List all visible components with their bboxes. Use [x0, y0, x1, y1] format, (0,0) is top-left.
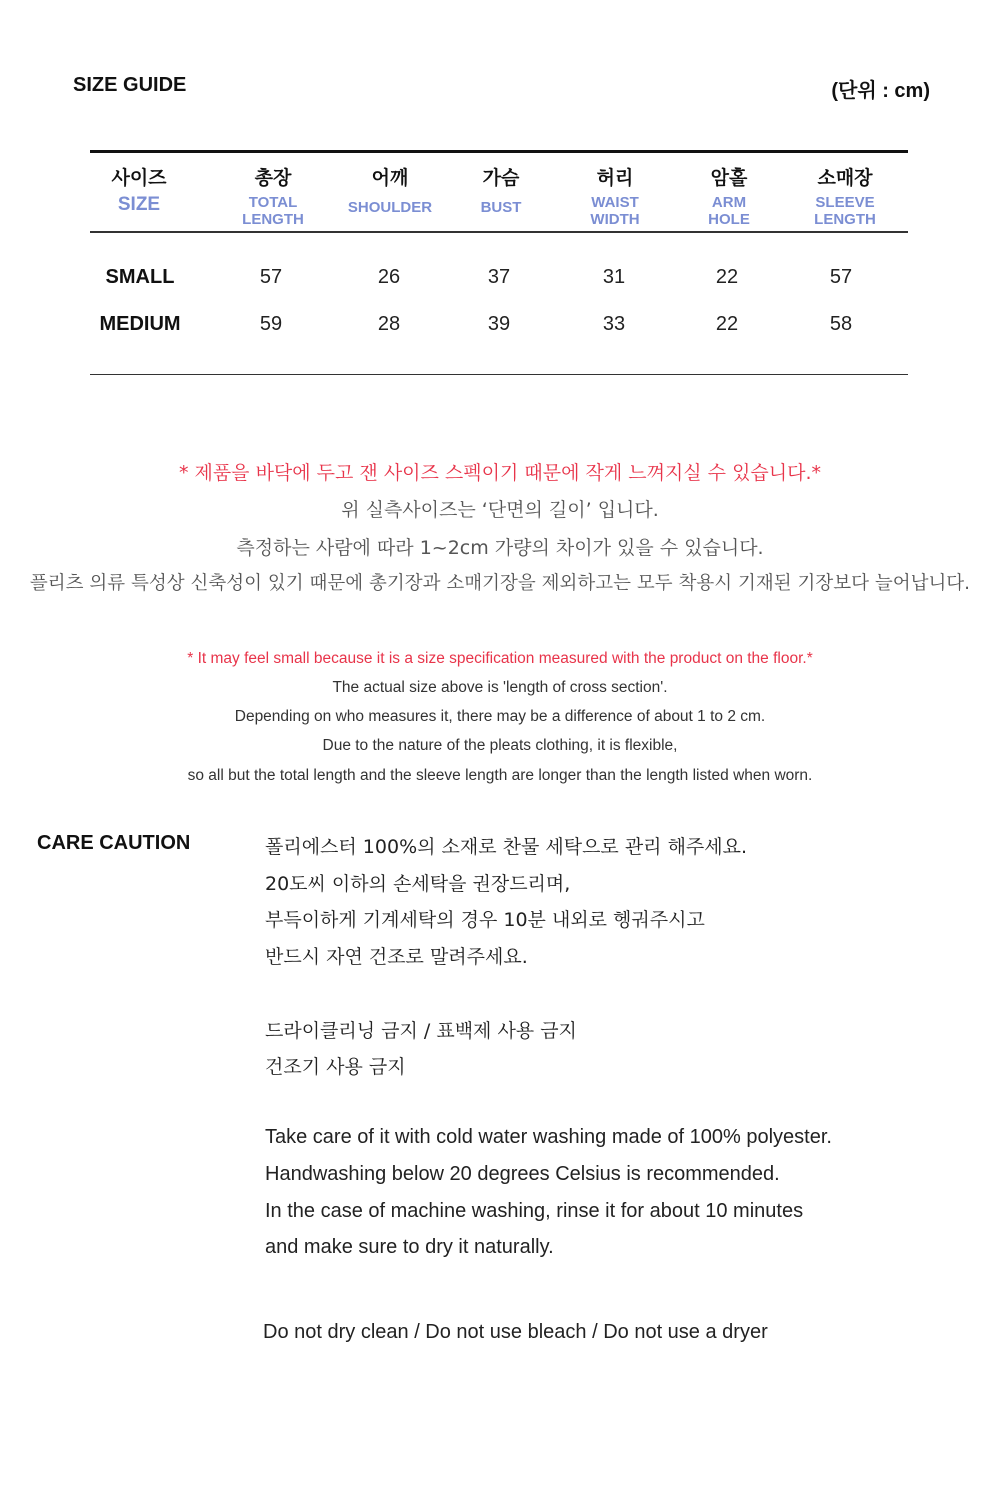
cell-value: 59	[259, 313, 283, 335]
header-waist-width-en: WAIST WIDTH	[590, 194, 640, 228]
cell-value: 28	[377, 313, 401, 335]
care-line: 건조기 사용 금지	[265, 1056, 406, 1078]
cell-value: 58	[829, 313, 853, 335]
table-bottom-rule	[90, 374, 908, 375]
header-bust	[441, 166, 561, 216]
header-shoulder-en: SHOULDER	[347, 199, 433, 216]
header-shoulder-ko: 어깨	[371, 167, 409, 189]
header-total-length-ko: 총장	[254, 167, 292, 189]
care-line: Handwashing below 20 degrees Celsius is recommended.	[265, 1163, 780, 1185]
cell-value: 37	[487, 266, 511, 288]
row-label-medium: MEDIUM	[99, 313, 181, 335]
cell-value: 57	[829, 266, 853, 288]
note-en-line: The actual size above is 'length of cross section'.	[332, 679, 668, 696]
header-shoulder	[330, 166, 450, 216]
header-sleeve-length-ko: 소매장	[817, 167, 873, 189]
header-arm-hole	[669, 166, 789, 228]
header-sleeve-length	[785, 166, 905, 228]
note-ko-line: 측정하는 사람에 따라 1~2cm 가량의 차이가 있을 수 있습니다.	[236, 537, 764, 559]
header-size-ko: 사이즈	[111, 167, 167, 189]
cell-value: 39	[487, 313, 511, 335]
header-arm-hole-en: ARM HOLE	[708, 194, 750, 228]
table-header-rule	[90, 231, 908, 233]
cell-value: 22	[715, 313, 739, 335]
cell-value: 26	[377, 266, 401, 288]
table-top-rule	[90, 150, 908, 153]
header-size-en: SIZE	[117, 194, 161, 215]
note-en-line: Depending on who measures it, there may be a difference of about 1 to 2 cm.	[234, 708, 766, 725]
header-arm-hole-ko: 암홀	[710, 167, 748, 189]
care-line: 드라이클리닝 금지 / 표백제 사용 금지	[265, 1020, 577, 1042]
header-waist-width-ko: 허리	[596, 167, 634, 189]
table-row	[0, 266, 1000, 294]
cell-value: 22	[715, 266, 739, 288]
cell-value: 57	[259, 266, 283, 288]
note-ko-line: 플리츠 의류 특성상 신축성이 있기 때문에 총기장과 소매기장을 제외하고는 모두 착용시 기재된 기장보다 늘어납니다.	[29, 573, 971, 594]
header-sleeve-length-en: SLEEVE LENGTH	[814, 194, 876, 228]
care-line: Do not dry clean / Do not use bleach / Do not use a dryer	[263, 1321, 768, 1343]
note-en-warning: * It may feel small because it is a size specification measured with the product on the floor.*	[187, 650, 813, 667]
header-bust-en: BUST	[480, 199, 522, 216]
care-line: 20도씨 이하의 손세탁을 권장드리며,	[265, 873, 571, 895]
row-label-small: SMALL	[105, 266, 175, 288]
header-size	[79, 166, 199, 213]
note-ko-warning: * 제품을 바닥에 두고 잰 사이즈 스펙이기 때문에 작게 느껴지실 수 있습니다.*	[178, 462, 822, 484]
page-title: SIZE GUIDE	[73, 74, 187, 96]
header-waist-width	[555, 166, 675, 228]
table-row	[0, 313, 1000, 341]
cell-value: 33	[602, 313, 626, 335]
note-en-line: so all but the total length and the sleeve length are longer than the length listed when worn.	[187, 767, 813, 784]
care-title: CARE CAUTION	[37, 832, 191, 854]
header-bust-ko: 가슴	[482, 167, 520, 189]
care-line: Take care of it with cold water washing made of 100% polyester.	[265, 1126, 832, 1148]
header-total-length-en: TOTAL LENGTH	[242, 194, 304, 228]
care-line: 반드시 자연 건조로 말려주세요.	[265, 946, 528, 968]
care-line: 부득이하게 기계세탁의 경우 10분 내외로 헹궈주시고	[265, 909, 705, 931]
unit-label: (단위 : cm)	[831, 80, 930, 102]
care-line: and make sure to dry it naturally.	[265, 1236, 554, 1258]
cell-value: 31	[602, 266, 626, 288]
care-line: 폴리에스터 100%의 소재로 찬물 세탁으로 관리 해주세요.	[265, 836, 748, 858]
note-en-line: Due to the nature of the pleats clothing, it is flexible,	[322, 737, 678, 754]
note-ko-line: 위 실측사이즈는 ‘단면의 길이’ 입니다.	[341, 499, 659, 521]
header-total-length	[213, 166, 333, 228]
care-line: In the case of machine washing, rinse it for about 10 minutes	[265, 1200, 804, 1222]
